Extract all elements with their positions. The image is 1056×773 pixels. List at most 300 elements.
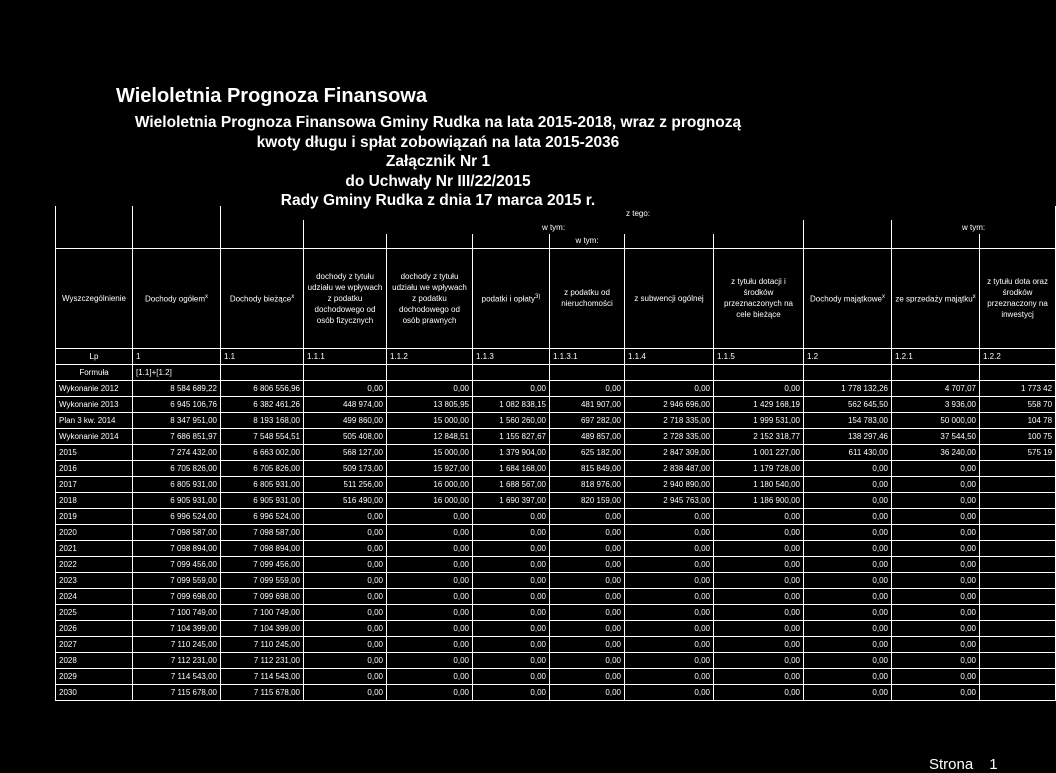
- column-footnote-mark: x: [205, 293, 209, 300]
- table-cell: 0,00: [473, 573, 550, 589]
- group-header-w-tym: w tym:: [304, 220, 804, 234]
- table-row: [56, 396, 1056, 412]
- column-header: z podatku od nieruchomości: [550, 248, 625, 348]
- table-cell: 6 996 524,00: [221, 508, 304, 524]
- column-header: Dochody majątkowe$^x$: [804, 248, 892, 348]
- row-label: 2021: [56, 540, 133, 556]
- table-cell: 0,00: [892, 573, 980, 589]
- page-footer: [929, 756, 998, 773]
- table-cell: 1.1.2: [387, 348, 473, 364]
- table-cell: 0,00: [892, 653, 980, 669]
- table-cell: [980, 540, 1056, 556]
- table-cell: 1.2.2: [980, 348, 1056, 364]
- table-cell: 0,00: [387, 637, 473, 653]
- column-header: z tytułu dota oraz środków przeznaczony na inwestycj: [980, 248, 1056, 348]
- table-cell: 0,00: [550, 573, 625, 589]
- table-cell: 7 114 543,00: [133, 669, 221, 685]
- table-cell: [980, 621, 1056, 637]
- table-cell: 0,00: [714, 653, 804, 669]
- table-row: [56, 444, 1056, 460]
- table-cell: 0,00: [387, 621, 473, 637]
- table-cell: [980, 589, 1056, 605]
- table-cell: 516 490,00: [304, 492, 387, 508]
- table-cell: 2 838 487,00: [625, 460, 714, 476]
- table-cell: 0,00: [714, 540, 804, 556]
- table-cell: [304, 364, 387, 380]
- column-header: dochody z tytułu udziału we wpływach z podatku dochodowego od osób prawnych: [387, 248, 473, 348]
- table-cell: 489 857,00: [550, 428, 625, 444]
- table-cell: 8 193 168,00: [221, 412, 304, 428]
- table-cell: 6 905 931,00: [221, 492, 304, 508]
- table-cell: 1 155 827,67: [473, 428, 550, 444]
- table-cell: 0,00: [387, 685, 473, 701]
- table-cell: 0,00: [473, 685, 550, 701]
- formula-row: [56, 364, 1056, 380]
- table-cell: 0,00: [625, 653, 714, 669]
- column-header: Dochody ogółem$^x$: [133, 248, 221, 348]
- table-cell: 820 159,00: [550, 492, 625, 508]
- table-cell: 481 907,00: [550, 396, 625, 412]
- table-cell: 568 127,00: [304, 444, 387, 460]
- table-cell: 1.1.3: [473, 348, 550, 364]
- table-cell: [980, 557, 1056, 573]
- table-cell: 0,00: [625, 685, 714, 701]
- table-cell: 0,00: [804, 557, 892, 573]
- table-cell: 1 684 168,00: [473, 460, 550, 476]
- table-cell: 7 098 894,00: [221, 540, 304, 556]
- table-cell: 0,00: [473, 653, 550, 669]
- table-cell: 7 099 559,00: [221, 573, 304, 589]
- table-cell: 0,00: [387, 589, 473, 605]
- table-cell: 0,00: [387, 540, 473, 556]
- table-cell: 7 274 432,00: [133, 444, 221, 460]
- table-cell: 1.1.1: [304, 348, 387, 364]
- table-row: [56, 492, 1056, 508]
- table-cell: 0,00: [550, 524, 625, 540]
- table-cell: 37 544,50: [892, 428, 980, 444]
- table-cell: [625, 364, 714, 380]
- table-cell: 0,00: [625, 524, 714, 540]
- table-row: [56, 476, 1056, 492]
- table-cell: 0,00: [892, 492, 980, 508]
- group-header-w-tym: w tym:: [892, 220, 1056, 234]
- table-cell: 0,00: [387, 508, 473, 524]
- table-cell: 505 408,00: [304, 428, 387, 444]
- table-cell: 625 182,00: [550, 444, 625, 460]
- column-footnote-mark: x: [291, 293, 295, 300]
- column-header: Dochody bieżące$^x$: [221, 248, 304, 348]
- table-cell: [714, 364, 804, 380]
- table-cell: 12 848,51: [387, 428, 473, 444]
- table-cell: 0,00: [473, 621, 550, 637]
- table-cell: 0,00: [304, 685, 387, 701]
- table-row: [56, 637, 1056, 653]
- table-cell: 1.1.3.1: [550, 348, 625, 364]
- table-cell: 0,00: [714, 685, 804, 701]
- table-cell: 154 783,00: [804, 412, 892, 428]
- table-cell: 0,00: [625, 605, 714, 621]
- table-cell: 6 905 931,00: [133, 492, 221, 508]
- table-cell: 1 778 132,26: [804, 380, 892, 396]
- table-cell: 0,00: [304, 669, 387, 685]
- table-row: [56, 412, 1056, 428]
- table-cell: 0,00: [625, 540, 714, 556]
- page-number: 1: [989, 756, 998, 773]
- table-row: [56, 380, 1056, 396]
- table-cell: 558 70: [980, 396, 1056, 412]
- table-cell: 7 099 698,00: [133, 589, 221, 605]
- table-cell: 1 690 397,00: [473, 492, 550, 508]
- subtitle-line: Załącznik Nr 1: [385, 153, 491, 170]
- subtitle-line: do Uchwały Nr III/22/2015: [345, 172, 531, 190]
- table-cell: 697 282,00: [550, 412, 625, 428]
- table-row: [56, 557, 1056, 573]
- column-header: podatki i opłaty$^{3)}$: [473, 248, 550, 348]
- table-cell: 0,00: [550, 621, 625, 637]
- table-cell: 100 75: [980, 428, 1056, 444]
- subtitle-line: Rady Gminy Rudka z dnia 17 marca 2015 r.: [280, 192, 596, 209]
- table-cell: 0,00: [714, 524, 804, 540]
- subtitle-line: kwoty długu i spłat zobowiązań na lata 2015-2036: [256, 133, 620, 151]
- table-cell: 0,00: [550, 540, 625, 556]
- table-cell: [473, 364, 550, 380]
- lp-row: [56, 348, 1056, 364]
- table-cell: 2 945 763,00: [625, 492, 714, 508]
- table-cell: 0,00: [804, 621, 892, 637]
- table-cell: 6 705 826,00: [133, 460, 221, 476]
- table-cell: 511 256,00: [304, 476, 387, 492]
- table-cell: 7 110 245,00: [221, 637, 304, 653]
- row-label: 2027: [56, 637, 133, 653]
- row-label: 2024: [56, 589, 133, 605]
- table-cell: 562 645,50: [804, 396, 892, 412]
- table-cell: 0,00: [550, 589, 625, 605]
- table-cell: 0,00: [625, 621, 714, 637]
- table-cell: 1 082 838,15: [473, 396, 550, 412]
- table-row: [56, 685, 1056, 701]
- table-row: [56, 508, 1056, 524]
- table-cell: 0,00: [550, 605, 625, 621]
- document-subtitle: [80, 113, 796, 211]
- row-label: Formuła: [56, 364, 133, 380]
- table-cell: 0,00: [550, 637, 625, 653]
- table-cell: 36 240,00: [892, 444, 980, 460]
- table-cell: 0,00: [625, 380, 714, 396]
- table-cell: 0,00: [625, 508, 714, 524]
- table-cell: 0,00: [804, 524, 892, 540]
- table-cell: 2 940 890,00: [625, 476, 714, 492]
- table-cell: 0,00: [892, 637, 980, 653]
- table-cell: 0,00: [473, 508, 550, 524]
- table-cell: 0,00: [304, 540, 387, 556]
- table-row: [56, 621, 1056, 637]
- row-label: 2018: [56, 492, 133, 508]
- table-row: [56, 653, 1056, 669]
- table-cell: 0,00: [804, 637, 892, 653]
- table-cell: 0,00: [387, 524, 473, 540]
- row-label: 2017: [56, 476, 133, 492]
- table-cell: 0,00: [387, 605, 473, 621]
- table-cell: 7 548 554,51: [221, 428, 304, 444]
- table-cell: 0,00: [304, 605, 387, 621]
- table-cell: [980, 605, 1056, 621]
- table-cell: 1 186 900,00: [714, 492, 804, 508]
- table-cell: [980, 653, 1056, 669]
- table-cell: 0,00: [387, 669, 473, 685]
- table-cell: 1: [133, 348, 221, 364]
- table-cell: 0,00: [550, 669, 625, 685]
- table-cell: 0,00: [625, 589, 714, 605]
- table-cell: 0,00: [804, 685, 892, 701]
- row-label: Wykonanie 2014: [56, 428, 133, 444]
- column-footnote-mark: 3): [535, 293, 541, 300]
- table-cell: 0,00: [714, 557, 804, 573]
- table-cell: 0,00: [550, 685, 625, 701]
- table-cell: 7 100 749,00: [221, 605, 304, 621]
- table-cell: 6 945 106,76: [133, 396, 221, 412]
- table-cell: 0,00: [892, 669, 980, 685]
- table-cell: 0,00: [473, 637, 550, 653]
- table-cell: [980, 637, 1056, 653]
- table-cell: 7 099 456,00: [133, 557, 221, 573]
- table-cell: 0,00: [473, 380, 550, 396]
- table-cell: 818 976,00: [550, 476, 625, 492]
- row-label: 2015: [56, 444, 133, 460]
- table-cell: 138 297,46: [804, 428, 892, 444]
- table-cell: 0,00: [304, 380, 387, 396]
- table-cell: 50 000,00: [892, 412, 980, 428]
- table-cell: 0,00: [892, 540, 980, 556]
- column-header: z subwencji ogólnej: [625, 248, 714, 348]
- table-cell: 0,00: [304, 573, 387, 589]
- table-cell: 0,00: [304, 637, 387, 653]
- row-label: 2026: [56, 621, 133, 637]
- table-row: [56, 605, 1056, 621]
- table-cell: 0,00: [473, 540, 550, 556]
- table-row: [56, 540, 1056, 556]
- table-cell: 0,00: [892, 589, 980, 605]
- table-cell: 0,00: [804, 589, 892, 605]
- table-cell: 0,00: [473, 669, 550, 685]
- table-cell: 7 110 245,00: [133, 637, 221, 653]
- table-cell: 0,00: [473, 524, 550, 540]
- table-cell: 2 728 335,00: [625, 428, 714, 444]
- table-cell: 0,00: [387, 653, 473, 669]
- table-cell: 0,00: [550, 508, 625, 524]
- table-cell: 6 805 931,00: [133, 476, 221, 492]
- table-cell: 0,00: [304, 589, 387, 605]
- table-cell: 2 718 335,00: [625, 412, 714, 428]
- table-cell: 0,00: [892, 476, 980, 492]
- group-header-z-tego: z tego:: [221, 206, 1056, 220]
- table-cell: 1.2.1: [892, 348, 980, 364]
- table-cell: 0,00: [387, 573, 473, 589]
- table-cell: 13 805,95: [387, 396, 473, 412]
- column-header: ze sprzedaży majątku$^x$: [892, 248, 980, 348]
- table-cell: 0,00: [714, 589, 804, 605]
- table-cell: 0,00: [892, 685, 980, 701]
- table-cell: 7 112 231,00: [133, 653, 221, 669]
- table-cell: 0,00: [892, 605, 980, 621]
- row-label: 2025: [56, 605, 133, 621]
- table-cell: 0,00: [625, 557, 714, 573]
- table-cell: 0,00: [473, 605, 550, 621]
- table-cell: 0,00: [892, 524, 980, 540]
- table-cell: 6 805 931,00: [221, 476, 304, 492]
- column-header: Wyszczególnienie: [56, 248, 133, 348]
- table-cell: [980, 669, 1056, 685]
- table-cell: 7 099 559,00: [133, 573, 221, 589]
- table-cell: 611 430,00: [804, 444, 892, 460]
- table-cell: 16 000,00: [387, 492, 473, 508]
- table-cell: [980, 508, 1056, 524]
- table-cell: 0,00: [304, 653, 387, 669]
- table-cell: 0,00: [804, 460, 892, 476]
- table-cell: 0,00: [892, 508, 980, 524]
- table-cell: [387, 364, 473, 380]
- table-cell: 0,00: [304, 621, 387, 637]
- table-cell: 4 707,07: [892, 380, 980, 396]
- column-header: dochody z tytułu udziału we wpływach z podatku dochodowego od osób fizycznych: [304, 248, 387, 348]
- table-cell: 0,00: [892, 460, 980, 476]
- table-cell: 3 936,00: [892, 396, 980, 412]
- table-cell: 0,00: [804, 653, 892, 669]
- table-cell: [221, 364, 304, 380]
- table-cell: 2 946 696,00: [625, 396, 714, 412]
- table-cell: 0,00: [473, 589, 550, 605]
- row-label: Wykonanie 2013: [56, 396, 133, 412]
- table-cell: 6 996 524,00: [133, 508, 221, 524]
- row-label: 2020: [56, 524, 133, 540]
- table-cell: 2 847 309,00: [625, 444, 714, 460]
- table-cell: 6 705 826,00: [221, 460, 304, 476]
- table-cell: 0,00: [892, 621, 980, 637]
- table-cell: 0,00: [625, 637, 714, 653]
- table-cell: 815 849,00: [550, 460, 625, 476]
- table-cell: 7 099 698,00: [221, 589, 304, 605]
- table-cell: 0,00: [714, 605, 804, 621]
- row-label: 2029: [56, 669, 133, 685]
- table-cell: 0,00: [550, 653, 625, 669]
- table-cell: 16 000,00: [387, 476, 473, 492]
- table-cell: 8 347 951,00: [133, 412, 221, 428]
- table-cell: 0,00: [714, 573, 804, 589]
- table-cell: 7 100 749,00: [133, 605, 221, 621]
- table-cell: 6 663 002,00: [221, 444, 304, 460]
- row-label: Wykonanie 2012: [56, 380, 133, 396]
- table-cell: [980, 524, 1056, 540]
- table-cell: 0,00: [625, 573, 714, 589]
- table-row: [56, 524, 1056, 540]
- table-cell: 0,00: [804, 605, 892, 621]
- document-title: Wieloletnia Prognoza Finansowa: [116, 85, 427, 107]
- row-label: 2028: [56, 653, 133, 669]
- table-cell: 0,00: [804, 540, 892, 556]
- table-cell: 448 974,00: [304, 396, 387, 412]
- table-cell: 499 860,00: [304, 412, 387, 428]
- table-cell: 0,00: [714, 669, 804, 685]
- table-cell: 0,00: [714, 508, 804, 524]
- table-cell: 0,00: [473, 557, 550, 573]
- table-cell: 0,00: [304, 524, 387, 540]
- table-cell: 1 001 227,00: [714, 444, 804, 460]
- table-cell: [1.1]+[1.2]: [133, 364, 221, 380]
- table-cell: 6 382 461,26: [221, 396, 304, 412]
- table-row: [56, 669, 1056, 685]
- table-cell: 509 173,00: [304, 460, 387, 476]
- table-cell: 1 180 540,00: [714, 476, 804, 492]
- table-cell: 7 686 851,97: [133, 428, 221, 444]
- table-cell: 0,00: [804, 508, 892, 524]
- page-label: Strona: [929, 756, 974, 773]
- table-cell: 7 115 678,00: [221, 685, 304, 701]
- table-cell: 0,00: [304, 508, 387, 524]
- table-cell: 1 560 260,00: [473, 412, 550, 428]
- table-cell: 1.1: [221, 348, 304, 364]
- table-cell: 0,00: [804, 476, 892, 492]
- table-cell: 1 773 42: [980, 380, 1056, 396]
- subtitle-line: Wieloletnia Prognoza Finansowa Gminy Rudka na lata 2015-2018, wraz z prognozą: [134, 114, 742, 131]
- table-cell: 7 104 399,00: [133, 621, 221, 637]
- table-cell: 7 098 894,00: [133, 540, 221, 556]
- table-cell: 0,00: [804, 573, 892, 589]
- table-cell: 1 688 567,00: [473, 476, 550, 492]
- table-cell: 7 098 587,00: [133, 524, 221, 540]
- table-cell: 0,00: [304, 557, 387, 573]
- table-cell: 575 19: [980, 444, 1056, 460]
- table-cell: 15 927,00: [387, 460, 473, 476]
- table-cell: [980, 460, 1056, 476]
- table-cell: 0,00: [714, 621, 804, 637]
- table-cell: 15 000,00: [387, 412, 473, 428]
- forecast-table: [55, 206, 1056, 701]
- table-cell: [980, 492, 1056, 508]
- column-footnote-mark: x: [882, 293, 886, 300]
- row-label: 2022: [56, 557, 133, 573]
- table-cell: [892, 364, 980, 380]
- row-label: Lp: [56, 348, 133, 364]
- table-cell: 6 806 556,96: [221, 380, 304, 396]
- table-cell: 0,00: [804, 492, 892, 508]
- row-label: 2023: [56, 573, 133, 589]
- table-row: [56, 428, 1056, 444]
- table-cell: [980, 685, 1056, 701]
- row-label: 2030: [56, 685, 133, 701]
- table-cell: 15 000,00: [387, 444, 473, 460]
- row-label: 2019: [56, 508, 133, 524]
- table-row: [56, 589, 1056, 605]
- table-cell: 0,00: [892, 557, 980, 573]
- table-cell: 1.1.4: [625, 348, 714, 364]
- table-row: [56, 460, 1056, 476]
- column-header: z tytułu dotacji i środków przeznaczonych na cele bieżące: [714, 248, 804, 348]
- column-footnote-mark: x: [972, 293, 976, 300]
- table-cell: 0,00: [714, 380, 804, 396]
- table-cell: 1 999 531,00: [714, 412, 804, 428]
- table-cell: 7 104 399,00: [221, 621, 304, 637]
- table-cell: 0,00: [387, 557, 473, 573]
- row-label: 2016: [56, 460, 133, 476]
- table-cell: 7 114 543,00: [221, 669, 304, 685]
- table-cell: 8 584 689,22: [133, 380, 221, 396]
- table-cell: [804, 364, 892, 380]
- table-cell: 1.2: [804, 348, 892, 364]
- table-cell: 0,00: [714, 637, 804, 653]
- table-cell: 2 152 318,77: [714, 428, 804, 444]
- table-cell: [980, 573, 1056, 589]
- table-cell: 7 115 678,00: [133, 685, 221, 701]
- table-cell: [980, 364, 1056, 380]
